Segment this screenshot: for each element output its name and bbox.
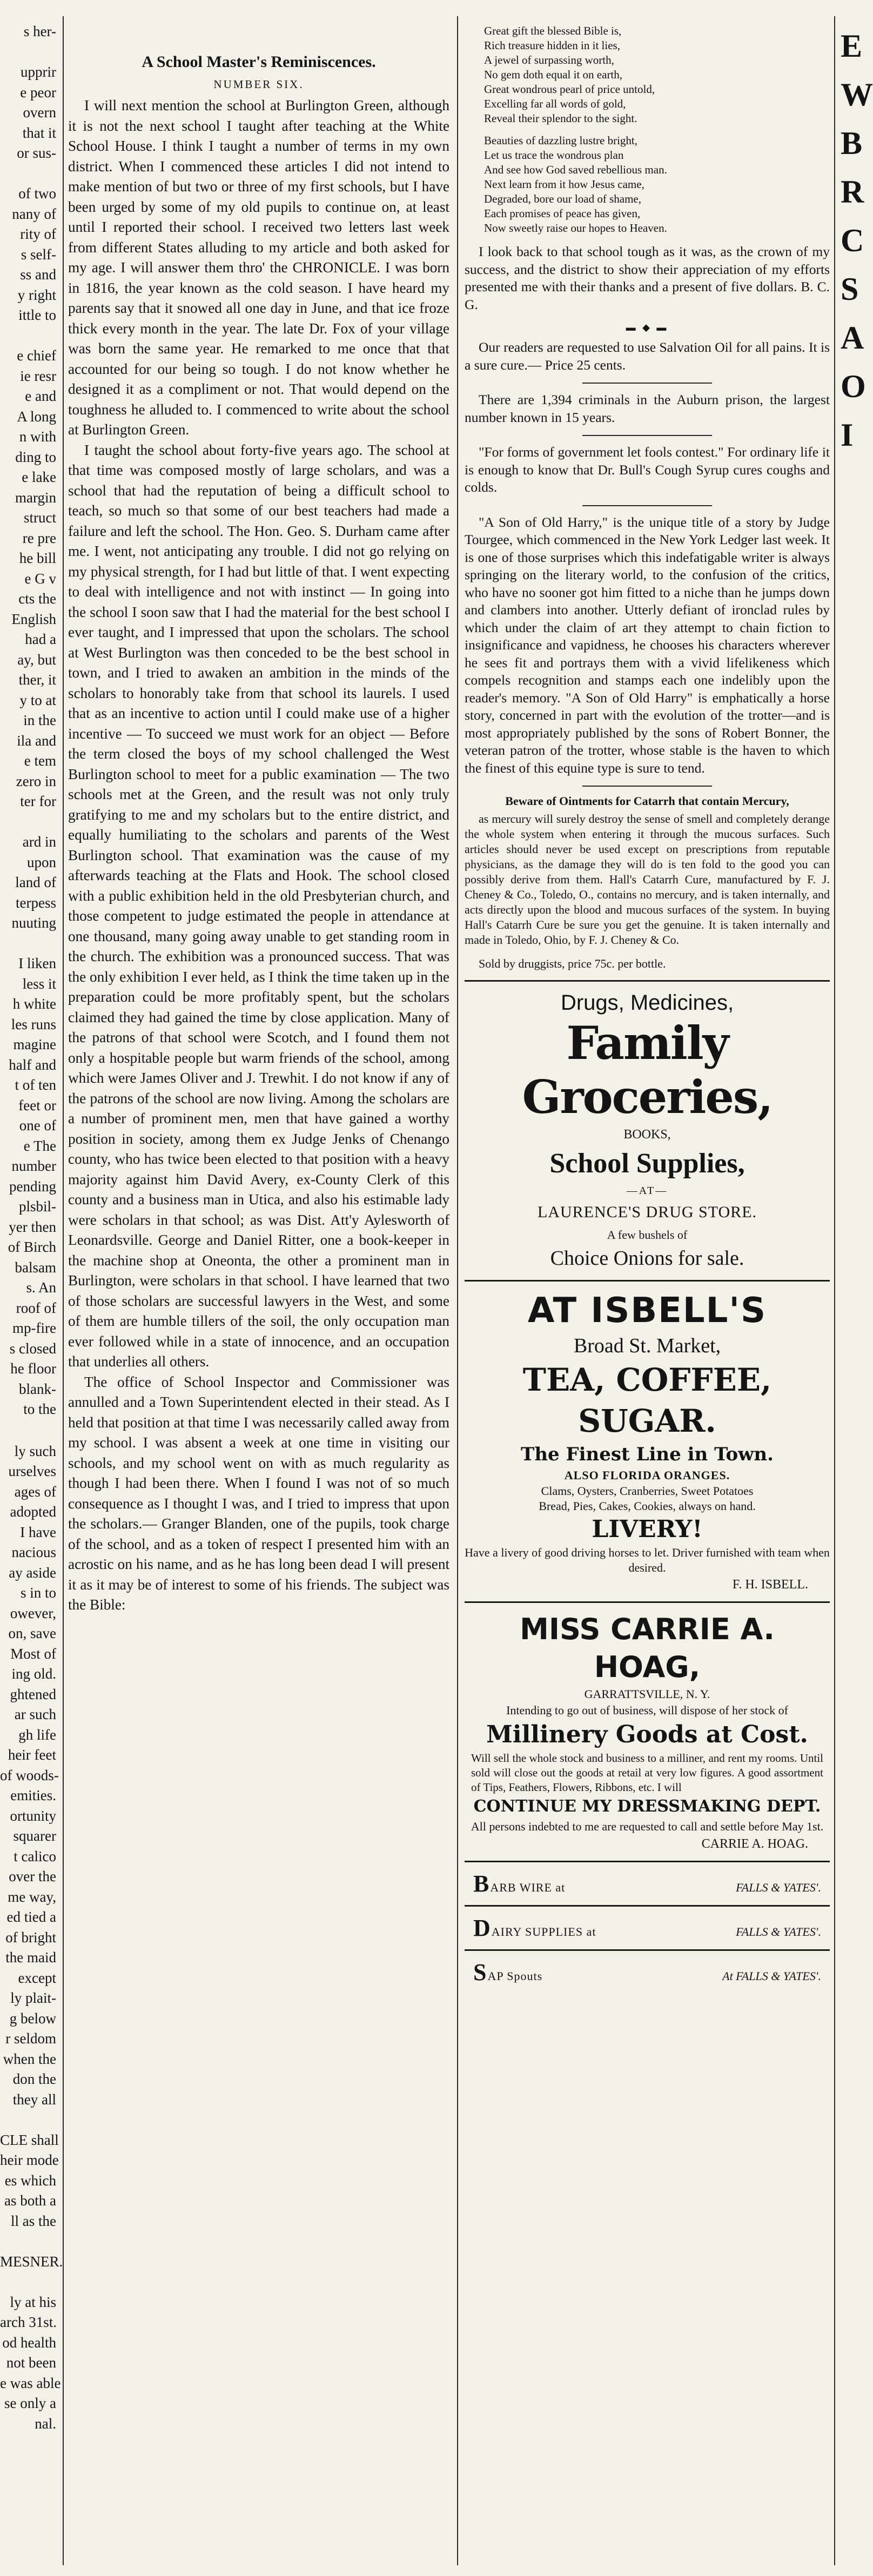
ad-line: ALSO FLORIDA ORANGES. (564, 1468, 730, 1482)
text-fragment: e peor (20, 84, 56, 100)
separator (582, 435, 712, 436)
text-fragment: of woods- (0, 1767, 59, 1783)
article-paragraph: The office of School Inspector and Commissioner was annulled and a Town Superintendent elected in their stead. As I held that position at that time I was necessarily called away from my school. I was absent a week at one time in visiting our schools, and my school went on with as much regularity as though I had been there. When I found I was not of so much consequence as I thought I was, and I tried to impress that upon the scholars.— Granger Blanden, one of the pupils, took charge of the school, and as a token of respect I presented him with an acrostic on his name, and as he has long been dead I will present it as it may be of interest to some of his friends. The subject was the Bible: (68, 1373, 449, 1613)
text-fragment: to the (23, 1401, 56, 1417)
text-fragment: over the (9, 1868, 56, 1884)
text-fragment: t calico (14, 1848, 56, 1864)
text-fragment: ss and (20, 266, 56, 283)
text-fragment (0, 164, 59, 184)
text-fragment: plsbil- (18, 1198, 56, 1215)
article-paragraph: I will next mention the school at Burlington Green, although it is not the next school I taught after teaching at the White School House. I think I taught a number of terms in my own district. When I commenced these articles I did not intend to make mention of but two or three of my first schools, but I have been urged by some of my old pupils to continue on, at least until I reported their school. I received two letters last week from different States alluding to my article and both asked for my age. I will answer them thro' the CHRONICLE. I was born in 1816, the year known as the cold season. I have heard my parents say that it snowed all one day in June, and that ice froze thick every month in the year. The late Dr. Fox of your village was born the same year. He remarked to me once that that accounted for our being so tough. I do not know whether he designed it as a compliment or not. That would depend on the toughness he alluded to. I commenced to write about the school at Burlington Green. (68, 97, 449, 438)
text-fragment: rity of (20, 226, 56, 242)
text-fragment: gh life (18, 1726, 56, 1743)
text-fragment: e and (25, 388, 56, 404)
text-fragment: emities. (10, 1787, 56, 1803)
text-fragment: C (841, 223, 864, 258)
ad-border (465, 1280, 830, 1282)
notice-auburn-prison: There are 1,394 criminals in the Auburn prison, the largest number known in 15 years. (465, 392, 830, 425)
ad-subheadline: Millinery Goods at Cost. (486, 1721, 808, 1748)
left-fragments-top (0, 22, 59, 1420)
text-fragment: e G v (24, 570, 56, 587)
text-fragment: me way, (8, 1888, 56, 1905)
ad-store-name: LAURENCE'S DRUG STORE. (537, 1203, 757, 1221)
text-fragment: heir mode (0, 2152, 59, 2168)
ad-border (465, 1861, 830, 1862)
ad-headline: MISS CARRIE A. HOAG, (520, 1612, 775, 1684)
ad-subheadline: TEA, COFFEE, SUGAR. (522, 1361, 772, 1439)
text-fragment: number (11, 1158, 56, 1174)
text-fragment: t of ten (15, 1077, 56, 1093)
separator (582, 786, 712, 787)
text-fragment: O (841, 368, 866, 404)
text-fragment: mp-fire (12, 1320, 56, 1336)
decorative-separator: ▬ ◆ ▬ (626, 322, 669, 333)
text-fragment: of bright (5, 1929, 56, 1946)
ad-merchant: At FALLS & YATES'. (722, 1969, 821, 1983)
text-fragment: e lake (22, 469, 56, 485)
ad-border (465, 1905, 830, 1907)
poem-line: Now sweetly raise our hopes to Heaven. (484, 222, 667, 234)
ad-line: Bread, Pies, Cakes, Cookies, always on hand. (539, 1499, 756, 1513)
ad-paragraph: Will sell the whole stock and business to a milliner, and rent my rooms. Until sold will close out the goods at retail at very low figures. A good assortment of Tips, Feathers, Flowers, Ribbons, etc. I will (471, 1752, 823, 1794)
text-fragment: roof of (16, 1299, 56, 1316)
ad-livery-headline: LIVERY! (592, 1515, 703, 1543)
separator (582, 383, 712, 384)
ad-line: Have a livery of good driving horses to let. Driver furnished with team when desired. (465, 1546, 830, 1574)
ad-line: The Finest Line in Town. (521, 1444, 774, 1465)
text-fragment: ghtened (10, 1686, 56, 1702)
isbell-market-ad (465, 1289, 830, 1594)
text-fragment: ed tied a (6, 1909, 56, 1925)
ad-merchant: FALLS & YATES'. (736, 1881, 821, 1894)
drop-cap: B (473, 1870, 489, 1897)
ad-line: GARRATTSVILLE, N. Y. (584, 1687, 710, 1701)
text-fragment: when the (3, 2050, 56, 2067)
poem-line: Next learn from it how Jesus came, (484, 178, 644, 191)
text-fragment: on, save (8, 1625, 56, 1641)
ad-line: All persons indebted to me are requested to call and settle before May 1st. (471, 1820, 824, 1833)
ad-border (465, 1949, 830, 1951)
dairy-supplies-ad (465, 1914, 830, 1942)
ad-line: CONTINUE MY DRESSMAKING DEPT. (473, 1797, 821, 1816)
hoag-millinery-ad (465, 1611, 830, 1853)
text-fragment: ther, it (18, 672, 56, 688)
notices-ads-column (465, 22, 830, 1990)
text-fragment: magine (13, 1036, 56, 1052)
text-fragment: yer then (9, 1218, 56, 1235)
ad-line: Clams, Oysters, Cranberries, Sweet Potatoes (541, 1484, 754, 1498)
article-closing (465, 243, 830, 313)
text-fragment: struct (24, 509, 56, 526)
acrostic-poem (465, 24, 830, 236)
poem-line: Each promises of peace has given, (484, 207, 641, 220)
ad-line: Intending to go out of business, will dispose of her stock of (506, 1703, 788, 1717)
text-fragment: ard in (22, 834, 56, 850)
text-fragment: W (841, 77, 873, 112)
right-edge-letters (837, 22, 873, 459)
text-fragment: e The (23, 1137, 56, 1154)
text-fragment: that it (22, 124, 56, 141)
ad-border (465, 1601, 830, 1603)
catarrh-text: as mercury will surely destroy the sense of smell and completely derange the whole system when entering it through the mucous surfaces. Such articles should never be used except on prescriptions from reputable physicians, as the damage they will do is ten fold to the good you can possibly derive from them. Hall's Catarrh Cure, manufactured by F. J. Cheney & Co., Toledo, O., contains no mercury, and is taken internally, and acts directly upon the blood and mucous surfaces of the system. In buying Hall's Catarrh Cure be sure you get the genuine. It is taken internally and made in Toledo, Ohio, by F. J. Cheney & Co. (465, 812, 830, 947)
text-fragment: the maid (5, 1949, 56, 1965)
text-fragment: of Birch (8, 1239, 56, 1255)
text-fragment: se only a (4, 2395, 56, 2411)
right-partial-column (837, 22, 873, 459)
text-fragment: heir feet (8, 1747, 56, 1763)
poem-line: Reveal their splendor to the sight. (484, 112, 637, 125)
text-fragment: adopted (10, 1504, 56, 1520)
text-fragment: S (841, 271, 859, 307)
sap-spouts-ad (465, 1958, 830, 1986)
text-fragment: not been (6, 2354, 56, 2371)
text-fragment: squarer (13, 1828, 56, 1844)
ad-headline: Family Groceries, (522, 1016, 773, 1124)
text-fragment: he floor (10, 1360, 56, 1377)
text-fragment: s. An (26, 1279, 56, 1296)
text-fragment (0, 2272, 59, 2292)
drop-cap: S (473, 1959, 487, 1985)
laurence-drug-store-ad (465, 989, 830, 1272)
text-fragment (0, 934, 59, 954)
text-fragment: less it (22, 975, 56, 992)
text-fragment: R (841, 174, 864, 210)
text-fragment: ay, but (17, 651, 56, 668)
text-fragment: nany of (12, 205, 56, 222)
text-fragment: half and (9, 1056, 56, 1073)
drop-cap: D (473, 1915, 491, 1941)
article-title: A School Master's Reminiscences. (142, 53, 376, 71)
article-paragraph: I taught the school about forty-five years ago. The school at that time was composed mostly of large scholars, and was a school that had the reputation of being a difficult school to teach, so much so that some of our best teachers had made a failure and left the school. The Hon. Geo. S. Durham came after me. I went, not anticipating any trouble. I did not go relying on my physical strength, for I had but little of that. I went expecting to deal with intelligence and not with instinct — In going into the school I soon saw that I had the material for the best school I ever taught, and I impressed that upon the scholars. The school at West Burlington was then conceded to be the best school in town, and I tried to awaken an ambition in the minds of the scholars to honorably take from that school its laurels. I used that as an incentive to action until I could make use of a higher incentive — To succeed we must work for an object — Before the term closed the boys of my school challenged the West Burlington school to meet for a public examination — The two schools met at the Green, and the result was not only truly gratifying to me and my scholars but to the entire district, and equally humiliating to the scholars and parents of the West Burlington school. That examination was the cause of my afterwards teaching at the Flats and Hook. The school closed with a public exhibition held in the old Presbyterian church, and those competent to judge estimated the people in attendance at one thousand, many going away unable to get standing room in the church. The exhibition was a pronounced success. That was the only exhibition I ever held, as I think the time taken up in the preparation could be more profitably spent, but the scholars claimed they had gained the time by close application. Many of the patrons of that school were Scotch, and I found them not only a hospitable people but warm friends of the school, among which were James Oliver and J. Trewhit. I do not know if any of the patrons of the school are now living. Among the scholars are a number of prominent men, men that have gained a worthy position in society, among them ex Judge Jenks of Chenango county, who has twice been elected to that position with a heavy majority against him David Avery, ex-County Clerk of this county and a business man in Utica, and also his estimable lady were scholars in that school; as was Dist. Att'y Aylesworth of Leonardsville. George and Daniel Ritter, one a book-keeper in the machine shop at Oneonta, the other a prominent man in Burlington, were scholars in that school. I have learned that two of those scholars are successful lawyers in the West, and some of them are humble tillers of the soil, the only occupation man ever followed while in a state of innocence, and an occupation that underlies all others. (68, 441, 449, 1370)
text-fragment: y to at (19, 692, 56, 708)
ad-line: —AT— (626, 1185, 668, 1197)
text-fragment: s closed (9, 1340, 56, 1357)
text-fragment: es which (4, 2172, 56, 2189)
poem-line: Degraded, bore our load of shame, (484, 192, 641, 205)
poem-line: Rich treasure hidden in it lies, (484, 39, 620, 52)
text-fragment: ly such (14, 1443, 56, 1459)
notice-son-of-old-harry: "A Son of Old Harry," is the unique title of a story by Judge Tourgee, which commenced in the New York Ledger last week. It is one of those surprises which this indefatigable writer is always springing on the literary world, to the confusion of the critics, who have no sooner got him fitted to a niche than he jumps down and clambers into another. Utterly defiant of ironclad rules by which under the claim of art they attempt to chain fiction to insignificance and vapidness, he chooses his characters wherever he sees fit and portrays them with a vivid lifelikeness which compels recognition and stamps each one indelibly upon the reader's memory. "A Son of Old Harry" is emphatically a horse story, concerned in part with the evolution of the trotter—and is most appropriately published by the sons of Robert Bonner, the veteran patron of the trotter, whose stable is the haven to which the finest of this equine type is sure to tend. (465, 514, 830, 776)
separator (582, 505, 712, 506)
text-fragment: blank- (19, 1380, 56, 1397)
text-fragment: les runs (11, 1016, 56, 1032)
text-fragment: in the (23, 712, 56, 728)
text-fragment: or sus- (17, 145, 56, 161)
text-fragment: s in to (20, 1585, 56, 1601)
poem-line: No gem doth equal it on earth, (484, 68, 623, 81)
text-fragment: I liken (18, 955, 56, 971)
text-fragment: had a (25, 631, 56, 647)
text-fragment: e was able (0, 2374, 61, 2391)
text-fragment: I (841, 417, 854, 453)
article-subhead: NUMBER SIX. (213, 78, 304, 91)
poem-line: Great wondrous pearl of price untold, (484, 83, 655, 96)
catarrh-heading: Beware of Ointments for Catarrh that contain Mercury, (505, 794, 789, 808)
ad-border (465, 980, 830, 982)
catarrh-sold: Sold by druggists, price 75c. per bottle. (479, 957, 666, 970)
text-fragment: s self- (21, 246, 56, 263)
ad-line: AIRY SUPPLIES at (491, 1925, 596, 1938)
barb-wire-ad (465, 1870, 830, 1897)
text-fragment: cts the (18, 591, 56, 607)
column-rule (457, 16, 458, 2565)
notice-cough-syrup: "For forms of government let fools contest." For ordinary life it is enough to know that Dr. Bull's Cough Syrup cures coughs and colds. (465, 444, 830, 495)
text-fragment: margin (15, 489, 56, 506)
text-fragment: ie resr (20, 367, 56, 384)
text-fragment: r seldom (5, 2030, 56, 2047)
text-fragment: he bill (19, 550, 56, 566)
text-fragment: terpess (16, 894, 56, 911)
ad-merchant: FALLS & YATES'. (736, 1925, 821, 1938)
text-fragment: od health (2, 2334, 56, 2351)
text-fragment: re pre (22, 529, 56, 546)
text-fragment: A (841, 320, 864, 355)
text-fragment (0, 42, 59, 63)
article-column (68, 22, 449, 1615)
text-fragment: nal. (35, 2415, 56, 2432)
text-fragment: ay aside (9, 1564, 56, 1581)
text-fragment (0, 812, 59, 833)
text-fragment: English (11, 611, 56, 627)
text-fragment: B (841, 125, 863, 161)
text-fragment: e chief (17, 347, 56, 364)
text-fragment: A long (17, 408, 56, 425)
text-fragment: ly at his (10, 2293, 56, 2310)
text-fragment (0, 2110, 59, 2130)
text-fragment: e tem (24, 753, 56, 769)
ad-line: BOOKS, (623, 1128, 671, 1142)
text-fragment: ding to (15, 448, 56, 465)
text-fragment: as both a (4, 2192, 56, 2209)
text-fragment: upprir (21, 64, 56, 80)
text-fragment: CLE shall (0, 2131, 59, 2148)
text-fragment: upon (27, 854, 56, 870)
text-fragment: nacious (11, 1544, 56, 1560)
ad-subheadline: School Supplies, (549, 1148, 745, 1179)
text-fragment: ly plait- (10, 1990, 56, 2006)
ad-line: A few bushels of (607, 1228, 688, 1242)
poem-line: Beauties of dazzling lustre bright, (484, 134, 638, 147)
text-fragment: n with (19, 428, 56, 445)
ad-signature: CARRIE A. HOAG. (701, 1837, 808, 1851)
closing-signature: B. C. G. (465, 279, 830, 312)
ad-headline: AT ISBELL'S (527, 1291, 767, 1331)
ad-line: ARB WIRE at (490, 1881, 566, 1894)
ad-line: Choice Onions for sale. (550, 1247, 744, 1270)
poem-line: Great gift the blessed Bible is, (484, 24, 622, 37)
ad-signature: F. H. ISBELL. (732, 1578, 808, 1592)
text-fragment (0, 2231, 59, 2252)
text-fragment: except (18, 1969, 56, 1986)
text-fragment: h white (12, 996, 56, 1012)
text-fragment: ittle to (18, 307, 56, 323)
text-fragment: pending (9, 1178, 56, 1195)
notice-salvation-oil: Our readers are requested to use Salvation Oil for all pains. It is a sure cure.— Price 25 cents. (465, 339, 830, 373)
text-fragment: ter for (20, 793, 56, 809)
text-fragment: s her- (23, 23, 56, 39)
text-fragment (0, 326, 59, 346)
text-fragment: overn (23, 104, 56, 120)
text-fragment: I have (20, 1524, 56, 1540)
text-fragment: balsam (15, 1259, 56, 1276)
text-fragment: ortunity (10, 1807, 56, 1824)
text-fragment: ll as the (11, 2212, 56, 2229)
text-fragment: arch 31st. (0, 2314, 57, 2330)
text-fragment: land of (15, 874, 56, 890)
text-fragment: zero in (16, 773, 56, 789)
text-fragment: Most of (10, 1645, 56, 1662)
text-fragment: E (841, 28, 863, 64)
text-fragment: don the (12, 2071, 56, 2087)
poem-line: Excelling far all words of gold, (484, 97, 626, 110)
text-fragment: ila and (17, 732, 56, 749)
text-fragment: feet or (18, 1097, 56, 1113)
text-fragment: ing old. (11, 1666, 56, 1682)
ad-line: Broad St. Market, (573, 1334, 721, 1357)
closing-text: I look back to that school tough as it was, as the crown of my success, and the district to show their appreciation of my efforts presented me with their thanks and a present of five dollars. (465, 244, 830, 294)
column-rule (63, 16, 64, 2565)
left-partial-column (0, 22, 63, 2434)
ad-line: Drugs, Medicines, (560, 991, 734, 1015)
text-fragment: one of (19, 1117, 56, 1133)
text-fragment: g below (9, 2010, 56, 2027)
poem-line: And see how God saved rebellious man. (484, 163, 667, 176)
text-fragment: MESNER. (0, 2253, 63, 2270)
text-fragment: y right (17, 286, 56, 303)
text-fragment: urselves (8, 1463, 56, 1479)
left-fragments-bottom (0, 1441, 63, 2434)
text-fragment: ar such (14, 1706, 56, 1722)
column-rule (834, 16, 835, 2565)
text-fragment: they all (12, 2091, 56, 2108)
text-fragment: nuuting (11, 915, 56, 931)
ad-line: AP Spouts (487, 1969, 543, 1983)
poem-line: A jewel of surpassing worth, (484, 53, 614, 66)
text-fragment: of two (18, 185, 56, 202)
poem-line: Let us trace the wondrous plan (484, 149, 624, 162)
text-fragment: ages of (14, 1483, 56, 1500)
text-fragment: owever, (10, 1605, 56, 1621)
